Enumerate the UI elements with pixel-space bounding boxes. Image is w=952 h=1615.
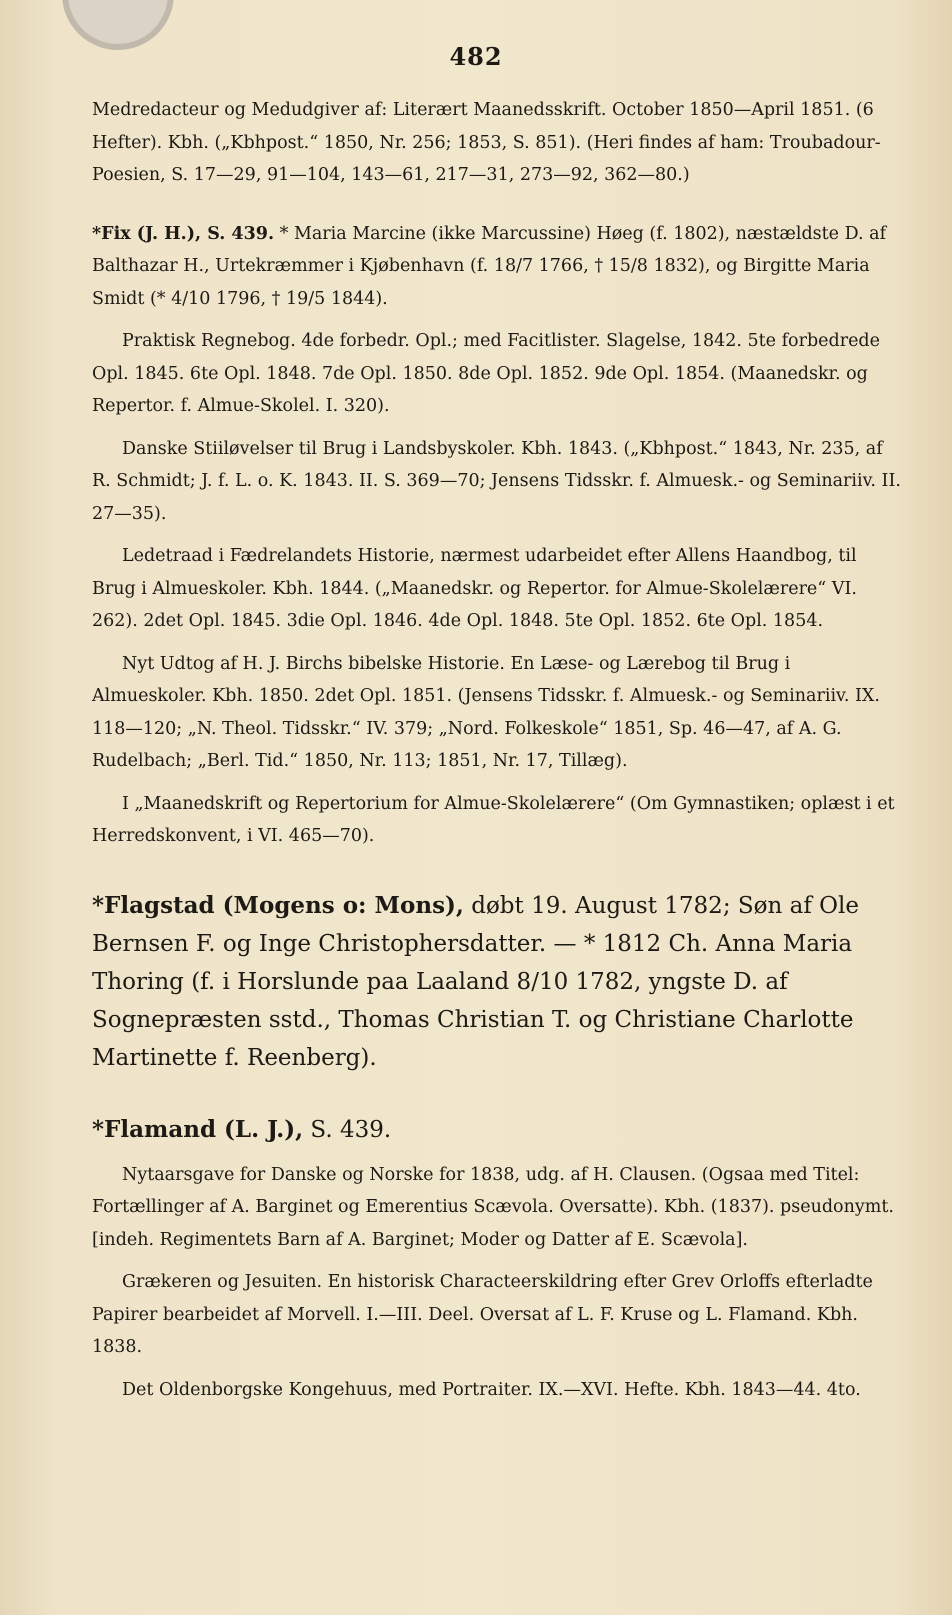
paragraph: [92, 540, 904, 638]
paragraph: [92, 648, 904, 778]
paragraph: [92, 1266, 904, 1364]
paragraph-text: Ledetraad i Fædrelandets Historie, nærmest udarbeidet efter Allens Haandbog, til Brug i Almueskoler. Kbh. 1844. („Maanedskr. og Repertor. for Almue-Skolelærere“ VI. 262). 2det Opl. 1845. 3die Opl. 1846. 4de Opl. 1848. 5te Opl. 1852. 6te Opl. 1854.: [92, 546, 857, 631]
entry-text: S. 439.: [303, 1116, 392, 1143]
paragraph: [92, 433, 904, 531]
paragraph-text: Nytaarsgave for Danske og Norske for 1838, udg. af H. Clausen. (Ogsaa med Titel: Fortællinger af A. Barginet og Emerentius Scævola. Oversatte). Kbh. (1837). pseudonymt. [indeh. Regimentets Barn af A. Barginet; Moder og Datter af E. Scævola].: [92, 1164, 894, 1250]
paragraph-text: Nyt Udtog af H. J. Birchs bibelske Historie. En Læse- og Lærebog til Brug i Almueskoler. Kbh. 1850. 2det Opl. 1851. (Jensens Tidsskr. f. Almuesk.- og Seminariiv. IX. 118—120; „N. Theol. Tidsskr.“ IV. 379; „Nord. Folkeskole“ 1851, Sp. 46—47, af A. G. Rudelbach; „Berl. Tid.“ 1850, Nr. 113; 1851, Nr. 17, Tillæg).: [92, 653, 880, 771]
entry-flagstad: [92, 887, 904, 1077]
paragraph: [92, 1374, 904, 1407]
entry-fix: [92, 218, 904, 316]
page-text: [92, 94, 904, 1416]
entry-text: døbt 19. August 1782; Søn af Ole Bernsen F. og Inge Christophersdatter. — * 1812 Ch. Anna Maria Thoring (f. i Horslunde paa Laaland 8/10 1782, yngste D. af Sognepræsten sstd., Thomas Christian T. og Christiane Charlotte Martinette f. Reenberg).: [92, 892, 859, 1071]
paragraph: [92, 94, 904, 192]
paragraph-text: Medredacteur og Medudgiver af: Literært Maanedsskrift. October 1850—April 1851. (6 Hefter). Kbh. („Kbhpost.“ 1850, Nr. 256; 1853, S. 851). (Heri findes af ham: Troubadour-Poesien, S. 17—29, 91—104, 143—61, 217—31, 273—92, 362—80.): [92, 100, 881, 185]
paragraph: [92, 1159, 904, 1257]
entry-heading: *Fix (J. H.), S. 439.: [92, 223, 275, 244]
paragraph-text: I „Maanedskrift og Repertorium for Almue-Skolelærere“ (Om Gymnastiken; oplæst i et Herredskonvent, i VI. 465—70).: [92, 793, 895, 846]
page-number: 482: [449, 42, 503, 71]
paragraph-text: Grækeren og Jesuiten. En historisk Characteerskildring efter Grev Orloffs efterladte Papirer bearbeidet af Morvell. I.—III. Deel. Oversat af L. F. Kruse og L. Flamand. Kbh. 1838.: [92, 1272, 873, 1357]
entry-heading: *Flamand (L. J.),: [92, 1115, 304, 1143]
paragraph-text: Danske Stiiløvelser til Brug i Landsbyskoler. Kbh. 1843. („Kbhpost.“ 1843, Nr. 235, af R. Schmidt; J. f. L. o. K. 1843. II. S. 369—70; Jensens Tidsskr. f. Almuesk.- og Seminariiv. II. 27—35).: [92, 438, 901, 524]
entry-flamand: [92, 1111, 904, 1149]
paragraph: [92, 788, 904, 853]
paragraph: [92, 325, 904, 423]
paragraph-text: Praktisk Regnebog. 4de forbedr. Opl.; med Facitlister. Slagelse, 1842. 5te forbedrede Opl. 1845. 6te Opl. 1848. 7de Opl. 1850. 8de Opl. 1852. 9de Opl. 1854. (Maanedskr. og Repertor. f. Almue-Skolel. I. 320).: [92, 331, 880, 416]
entry-heading: *Flagstad (Mogens o: Mons),: [92, 891, 464, 919]
entry-text: * Maria Marcine (ikke Marcussine) Høeg (f. 1802), næstældste D. af Balthazar H., Urtekræmmer i Kjøbenhavn (f. 18/7 1766, † 15/8 1832), og Birgitte Maria Smidt (* 4/10 1796, † 19/5 1844).: [92, 223, 887, 309]
paragraph-text: Det Oldenborgske Kongehuus, med Portraiter. IX.—XVI. Hefte. Kbh. 1843—44. 4to.: [122, 1379, 861, 1400]
